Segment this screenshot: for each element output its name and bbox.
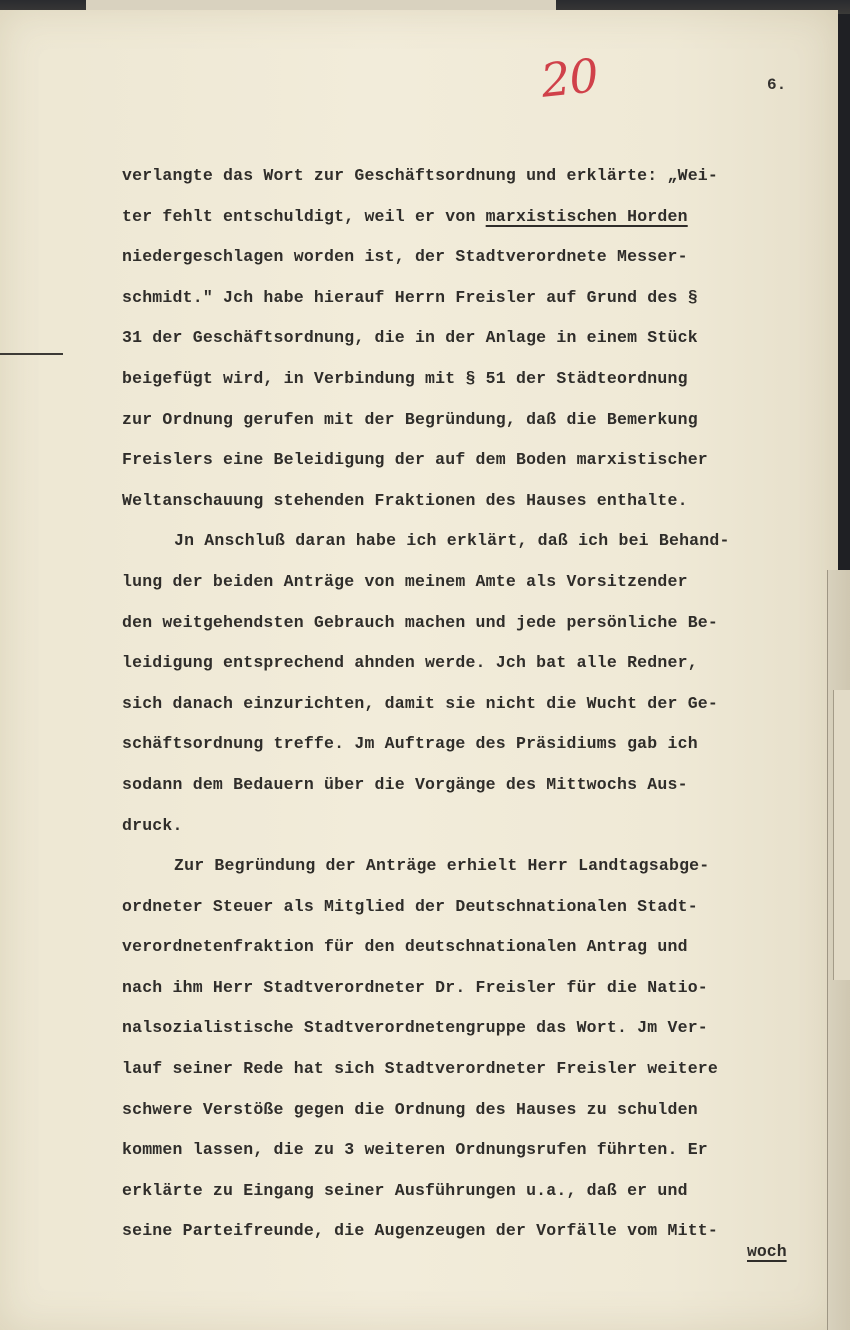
text-line-content: sodann dem Bedauern über die Vorgänge des Mittwochs Aus- [122,774,688,794]
text-line-content: den weitgehendsten Gebrauch machen und jede persönliche Be- [122,612,718,632]
text-line-content: lung der beiden Anträge von meinem Amte als Vorsitzender [122,571,688,591]
text-line-content: druck. [122,815,183,835]
text-line-content: Jn Anschluß daran habe ich erklärt, daß ich bei Behand- [174,531,730,551]
text-line [122,1090,842,1131]
text-line [122,724,842,765]
page-number: 6. [767,76,787,94]
text-line-content: 31 der Geschäftsordnung, die in der Anlage in einem Stück [122,328,698,348]
text-line-content: lauf seiner Rede hat sich Stadtverordneter Freisler weitere [122,1059,718,1079]
text-line [122,318,842,359]
text-line-content: seine Parteifreunde, die Augenzeugen der Vorfälle vom Mitt- [122,1221,718,1241]
text-line-content: verordnetenfraktion für den deutschnationalen Antrag und [122,937,688,957]
text-line-content: schwere Verstöße gegen die Ordnung des Hauses zu schulden [122,1099,698,1119]
text-line [122,887,842,928]
text-line [122,278,842,319]
text-line-content: nalsozialistische Stadtverordnetengruppe das Wort. Jm Ver- [122,1018,708,1038]
continuation-word: woch [747,1242,787,1261]
text-line-content: Weltanschauung stehenden Fraktionen des Hauses enthalte. [122,490,688,510]
text-line-content: zur Ordnung gerufen mit der Begründung, daß die Bemerkung [122,409,698,429]
text-line-content: beigefügt wird, in Verbindung mit § 51 der Städteordnung [122,368,688,388]
text-line-content: kommen lassen, die zu 3 weiteren Ordnungsrufen führten. Er [122,1140,708,1160]
text-line-content: ter fehlt entschuldigt, weil er von [122,206,486,226]
text-line [122,806,842,847]
text-line [122,481,842,522]
text-line [122,1008,842,1049]
text-line [122,562,842,603]
margin-line-mark [0,353,63,355]
text-line [122,765,842,806]
text-line-content: nach ihm Herr Stadtverordneter Dr. Freisler für die Natio- [122,977,708,997]
text-line-content: schäftsordnung treffe. Jm Auftrage des Präsidiums gab ich [122,734,698,754]
text-line [122,927,842,968]
text-line-content: sich danach einzurichten, damit sie nicht die Wucht der Ge- [122,693,718,713]
underlying-sheet-edge [86,0,556,10]
typewritten-body [122,156,842,1252]
text-line-content: verlangte das Wort zur Geschäftsordnung und erklärte: „Wei- [122,166,718,185]
text-line-content: leidigung entsprechend ahnden werde. Jch bat alle Redner, [122,653,698,673]
text-line-content: ordneter Steuer als Mitglied der Deutschnationalen Stadt- [122,896,698,916]
text-line [122,197,842,238]
text-line-content: schmidt." Jch habe hierauf Herrn Freisler auf Grund des § [122,287,698,307]
text-line [122,968,842,1009]
text-line-content: Freislers eine Beleidigung der auf dem Boden marxistischer [122,450,708,470]
underlined-phrase: marxistischen Horden [485,206,688,226]
text-line [122,1171,842,1212]
text-line-content: erklärte zu Eingang seiner Ausführungen u.a., daß er und [122,1180,688,1200]
text-line [122,1049,842,1090]
text-line [122,359,842,400]
text-line [122,440,842,481]
text-line [122,1130,842,1171]
text-line [122,237,842,278]
handwritten-folio-number: 20 [538,48,601,108]
text-line-content: niedergeschlagen worden ist, der Stadtverordnete Messer- [122,247,688,267]
text-line [122,400,842,441]
text-line [122,1211,842,1252]
text-line-content: Zur Begründung der Anträge erhielt Herr Landtagsabge- [174,856,710,876]
text-line [122,643,842,684]
text-line [122,521,842,562]
text-line [122,684,842,725]
text-line [122,603,842,644]
text-line [122,846,842,887]
text-line [122,156,842,197]
